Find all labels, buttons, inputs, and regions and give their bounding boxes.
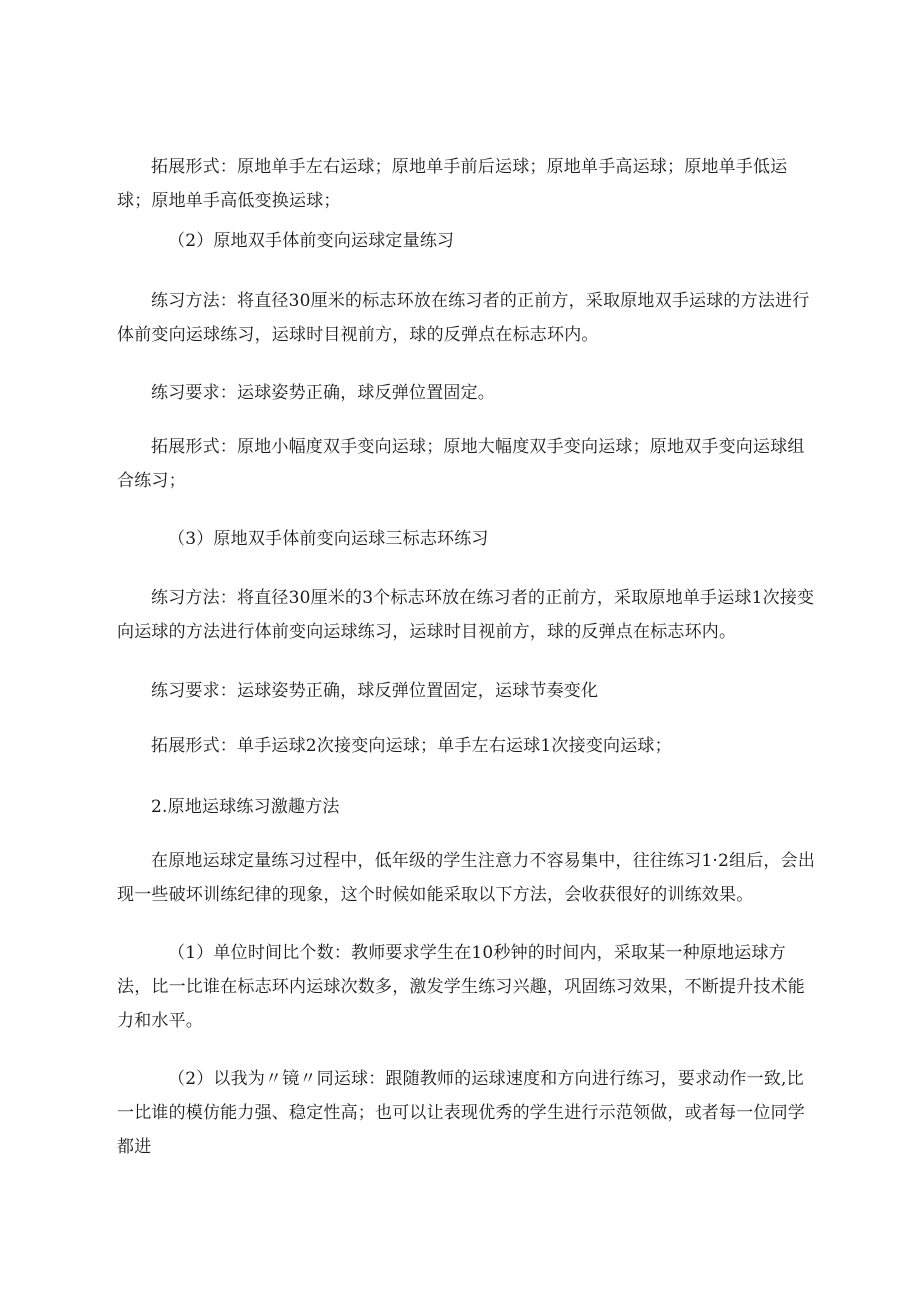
section-heading-interest-methods: 2.原地运球练习激趣方法 [151,797,340,817]
paragraph-extension-forms-2: 拓展形式：原地小幅度双手变向运球；原地大幅度双手变向运球；原地双手变向运球组合练习； [117,437,805,491]
paragraph-practice-method-3: 练习方法：将直径30厘米的3个标志环放在练习者的正前方，采取原地单手运球1次接变向运球的方法进行体前变向运球练习，运球时目视前方，球的反弹点在标志环内。 [117,588,815,642]
paragraph-method-2: （2）以我为〃镜〃同运球：跟随教师的运球速度和方向进行练习，要求动作一致,比一比谁的模仿能力强、稳定性高；也可以让表现优秀的学生进行示范领做，或者每一位同学都进 [117,1069,805,1157]
heading-item-3: （3）原地双手体前变向运球三标志环练习 [168,529,489,549]
paragraph-practice-requirement-3: 练习要求：运球姿势正确，球反弹位置固定，运球节奏变化 [151,681,599,701]
paragraph-practice-method-2: 练习方法：将直径30厘米的标志环放在练习者的正前方，采取原地双手运球的方法进行体前变向运球练习，运球时目视前方，球的反弹点在标志环内。 [117,291,810,345]
paragraph-extension-forms-1: 拓展形式：原地单手左右运球；原地单手前后运球；原地单手高运球；原地单手低运球；原地单手高低变换运球； [117,157,788,211]
paragraph-interest-intro: 在原地运球定量练习过程中，低年级的学生注意力不容易集中，往往练习1·2组后，会出现一些破坏训练纪律的现象，这个时候如能采取以下方法，会收获很好的训练效果。 [117,851,816,905]
heading-item-2: （2）原地双手体前变向运球定量练习 [168,231,455,251]
paragraph-method-1: （1）单位时间比个数：教师要求学生在10秒钟的时间内，采取某一种原地运球方法，比一比谁在标志环内运球次数多，激发学生练习兴趣，巩固练习效果，不断提升技术能力和水平。 [117,943,805,1031]
paragraph-practice-requirement-2: 练习要求：运球姿势正确，球反弹位置固定。 [151,383,495,403]
paragraph-extension-forms-3: 拓展形式：单手运球2次接变向运球；单手左右运球1次接变向运球； [151,736,672,756]
